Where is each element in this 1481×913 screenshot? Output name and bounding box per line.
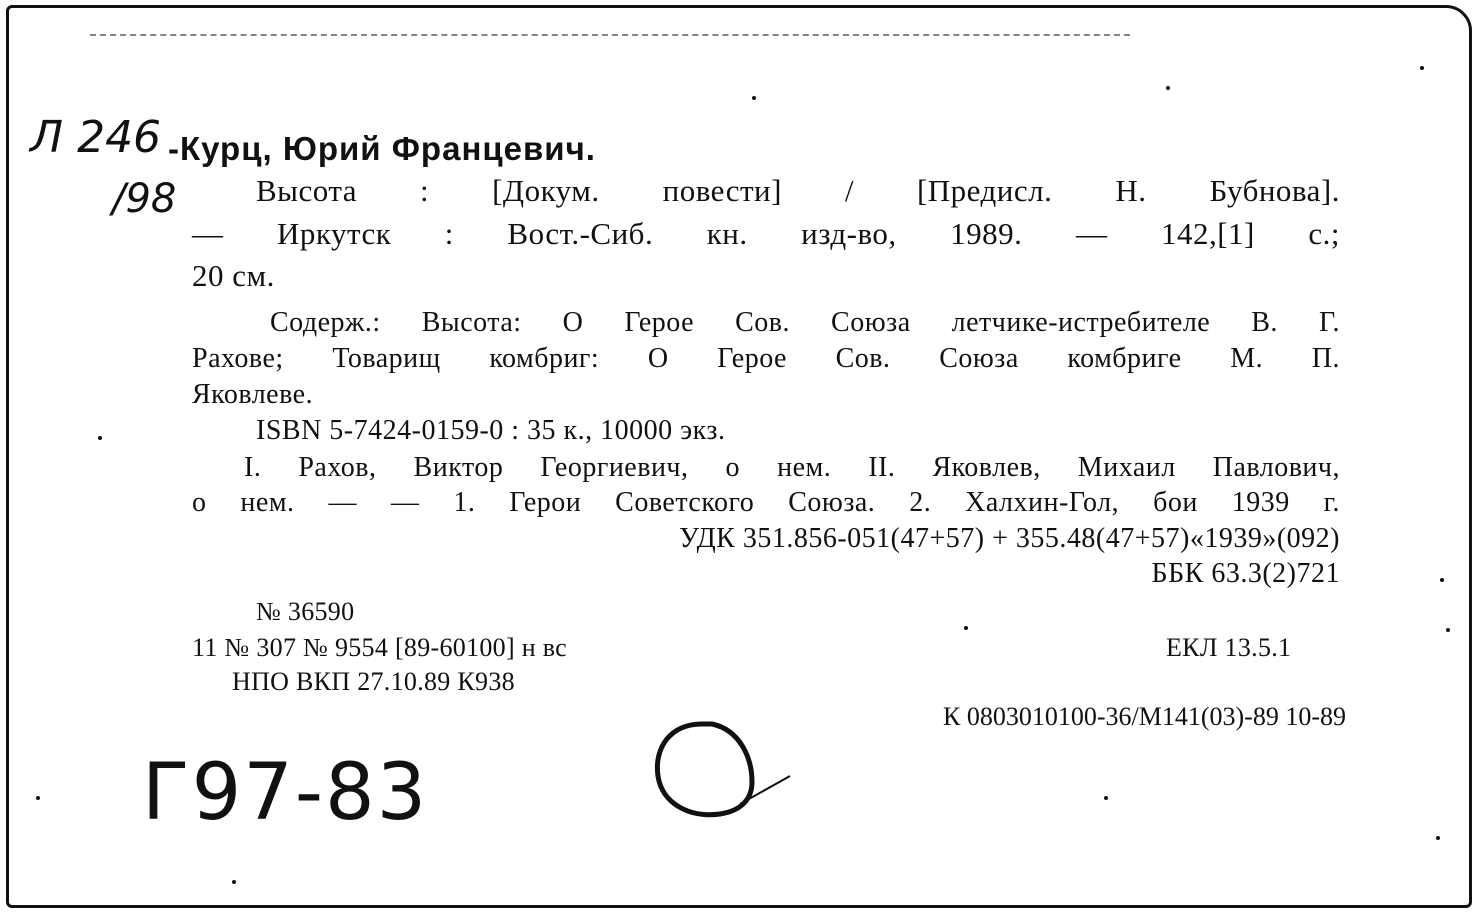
speck	[964, 626, 968, 630]
speck	[1166, 86, 1170, 90]
handwritten-bottom-number: Г97-83	[142, 748, 429, 838]
code-line: К 0803010100-36/М141(03)-89 10-89	[943, 702, 1346, 731]
contents-line-2: Рахове; Товарищ комбриг: О Герое Сов. Союза комбриге М. П.	[192, 343, 1340, 374]
print-line: НПО ВКП 27.10.89 К938	[232, 667, 515, 696]
author-heading: -Курц, Юрий Францевич.	[168, 130, 596, 167]
title-line: Высота : [Докум. повести] / [Предисл. Н. Бубнова].	[256, 173, 1340, 208]
handwritten-shelf-submark: /98	[112, 176, 177, 222]
speck	[36, 796, 40, 800]
top-dotted-line	[90, 34, 1130, 36]
imprint-line: — Иркутск : Вост.-Сиб. кн. изд-во, 1989. — 142,[1] с.;	[192, 216, 1340, 251]
subjects-line-1: I. Рахов, Виктор Георгиевич, о нем. II. Яковлев, Михаил Павлович,	[244, 452, 1340, 483]
subjects-line-2: о нем. — — 1. Герои Советского Союза. 2. Халхин-Гол, бои 1939 г.	[192, 487, 1340, 518]
accession-number: № 36590	[256, 597, 355, 626]
order-line: 11 № 307 № 9554 [89-60100] н вс	[192, 633, 568, 662]
udk-line: УДК 351.856-051(47+57) + 355.48(47+57)«1939»(092)	[679, 523, 1340, 554]
speck	[752, 96, 756, 100]
ekl-line: ЕКЛ 13.5.1	[1166, 633, 1292, 662]
isbn-line: ISBN 5-7424-0159-0 : 35 к., 10000 экз.	[256, 415, 726, 446]
contents-line-1: Содерж.: Высота: О Герое Сов. Союза летчике-истребителе В. Г.	[270, 307, 1340, 338]
handwritten-shelf-mark: Л 246	[30, 112, 162, 163]
punch-hole-circle	[640, 718, 810, 828]
speck	[1446, 628, 1450, 632]
speck	[98, 436, 102, 440]
speck	[1436, 836, 1440, 840]
speck	[232, 880, 236, 884]
size-line: 20 см.	[192, 258, 275, 293]
contents-line-3: Яковлеве.	[192, 379, 314, 410]
speck	[1440, 578, 1444, 582]
bbk-line: ББК 63.3(2)721	[1151, 558, 1340, 589]
speck	[1104, 796, 1108, 800]
speck	[1420, 66, 1424, 70]
